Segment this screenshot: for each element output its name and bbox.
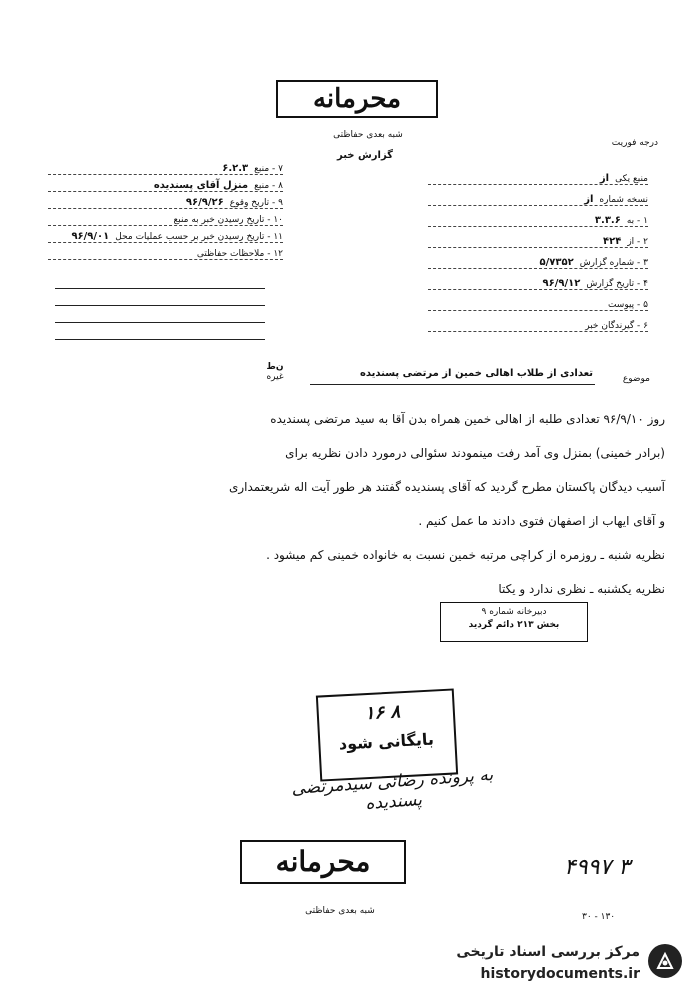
left-field-row	[48, 177, 283, 192]
left-field-row	[48, 160, 283, 175]
left-field-value: منزل آقای پسندیده	[153, 180, 249, 191]
subject-text: تعدادی از طلاب اهالی خمین از مرتضی پسندیده	[359, 368, 593, 379]
right-field-label: ۱ - به	[626, 216, 648, 226]
watermark	[420, 938, 690, 994]
body-line: و آقای ایهاب از اصفهان فتوی دادند ما عمل کنیم .	[418, 514, 665, 528]
left-field-label: ۹ - تاریخ وقوع	[229, 198, 283, 208]
registry-box-stamp: دبیرخانه شماره ۹ بخش ۲۱۳ دائم گردید	[440, 602, 588, 642]
right-field-value: از	[599, 173, 610, 184]
top-confidential-stamp: محرمانه	[276, 80, 438, 118]
right-field-row	[428, 292, 648, 311]
right-field-label: نسخه شماره	[599, 195, 648, 205]
right-field-value: ۹۶/۹/۱۲	[542, 278, 581, 289]
right-field-value: ۵/۷۳۵۲	[539, 257, 574, 268]
left-field-row	[48, 245, 283, 260]
right-field-row	[428, 208, 648, 227]
left-field-value: ۶.۲.۳	[222, 163, 249, 174]
watermark-url: historydocuments.ir	[480, 966, 640, 982]
body-line: آسیب دیدگان پاکستان مطرح گردید که آقای پسندیده گفتند هر طور آیت اله شریعتمداری	[228, 480, 665, 494]
top-stamp-wrapper	[268, 72, 444, 124]
report-title: گزارش خبر	[336, 150, 393, 161]
left-field-label: ۷ - منبع	[254, 164, 283, 174]
bottom-dept-label: شبه بعدی حفاظتی	[305, 906, 375, 916]
archive-code: ۴۹۹۷ ۳	[564, 855, 631, 880]
right-field-row	[428, 229, 648, 248]
right-field-row	[428, 250, 648, 269]
priority-label: درجه فوریت	[611, 138, 658, 148]
archive-logo-icon	[648, 944, 682, 978]
body-line: (برادر خمینی) بمنزل وی آمد رفت مینمودند سئوالی درمورد دادن نظریه برای	[285, 446, 665, 460]
right-field-row	[428, 166, 648, 185]
right-field-row	[428, 271, 648, 290]
left-field-label: ۱۲ - ملاحظات حفاظتی	[196, 249, 283, 259]
body-line: نظریه یکشنبه ـ نظری ندارد و یکتا	[498, 582, 665, 596]
right-field-row	[428, 313, 648, 332]
right-field-label: ۴ - تاریخ گزارش	[586, 279, 648, 289]
left-field-value: ۹۶/۹/۰۱	[71, 231, 110, 242]
separator-line	[55, 305, 265, 306]
body-line: روز ۹۶/۹/۱۰ تعدادی طلبه از اهالی خمین همراه بدن آقا به سید مرتضی پسندیده	[270, 412, 665, 426]
subject-label: موضوع	[622, 374, 650, 384]
left-field-value: ۹۶/۹/۲۶	[185, 197, 224, 208]
right-field-label: ۳ - شماره گزارش	[579, 258, 648, 268]
body-line: نظریه شنبه ـ روزمره از کراچی مرتبه خمین نسبت به خانواده خمینی کم میشود .	[266, 548, 665, 562]
left-field-label: ۱۰ - تاریخ رسیدن خبر به منبع	[173, 215, 283, 225]
right-field-label: ۵ - پیوست	[607, 300, 648, 310]
right-field-row	[428, 187, 648, 206]
left-field-row	[48, 194, 283, 209]
subject-mark: ن‌ط غیره	[266, 362, 284, 382]
left-field-label: ۱۱ - تاریخ رسیدن خبر بر حسب عملیات محل	[115, 232, 283, 242]
right-field-value: از	[584, 194, 594, 205]
left-field-label: ۸ - منبع	[254, 181, 283, 191]
subject-underline	[310, 384, 595, 385]
left-field-row	[48, 228, 283, 243]
watermark-title: مرکز بررسی اسناد تاریخی	[456, 944, 640, 960]
dept-label: شبه بعدی حفاظتی	[333, 130, 403, 140]
right-field-label: ۲ - از	[627, 237, 648, 247]
right-field-label: منبع یکی	[615, 174, 648, 184]
handwritten-note: به پرونده رضائی سیدمرتضی پسندیده	[290, 765, 494, 814]
left-field-row	[48, 211, 283, 226]
separator-line	[55, 288, 265, 289]
page-code: ۳۰ - ۱۳۰	[582, 912, 616, 922]
right-field-value: ۴۲۴	[603, 236, 622, 247]
right-field-value: ۳.۳.۶	[594, 215, 621, 226]
separator-line	[55, 339, 265, 340]
bottom-confidential-stamp: محرمانه	[240, 840, 406, 884]
right-field-label: ۶ - گیرندگان خبر	[585, 321, 648, 331]
separator-line	[55, 322, 265, 323]
archive-stamp: ۱۶ ۸ بایگانی شود	[316, 688, 458, 781]
